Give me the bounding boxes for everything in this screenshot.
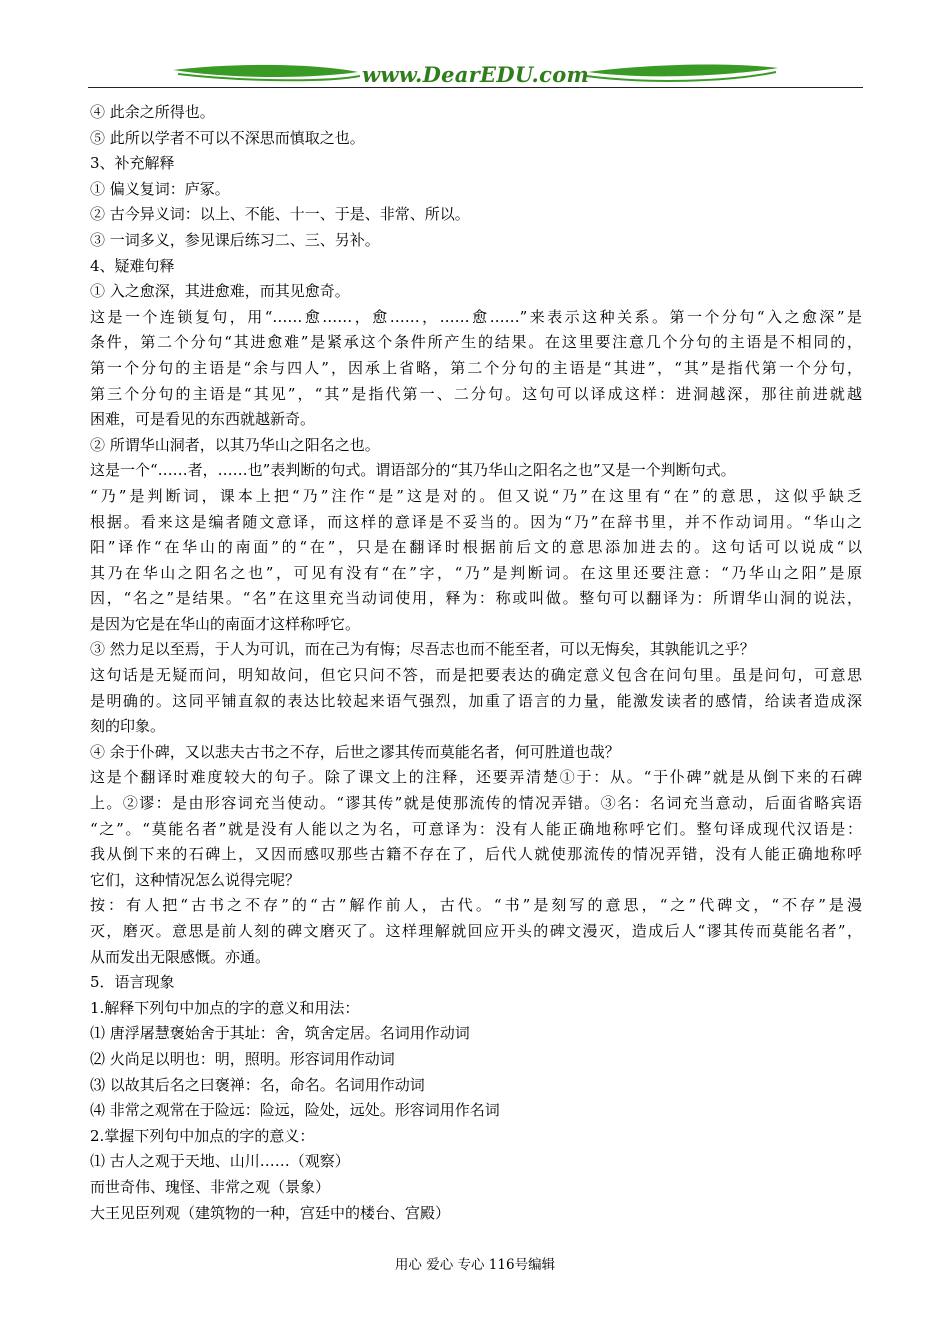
text-line: ⑴ 古人之观于天地、山川……（观察） [90, 1152, 350, 1171]
text-line: ⑤ 此所以学者不可以不深思而慎取之也。 [90, 128, 365, 147]
text-line: 刻的印象。 [90, 717, 166, 736]
text-line: 阳”译作“在华山的南面”的“在”，只是在翻译时根据前后文的意思添加进去的。这句话可以说成“以 [90, 538, 862, 557]
text-line: “乃”是判断词，课本上把“乃”注作“是”这是对的。但又说“乃”在这里有“在”的意思，这似乎缺乏 [90, 486, 862, 505]
text-line: 它们，这种情况怎么说得完呢？ [90, 870, 301, 889]
text-line: ② 所谓华山洞者，以其乃华山之阳名之也。 [90, 435, 380, 454]
text-line: 是因为它是在华山的南面才这样称呼它。 [90, 614, 361, 633]
text-line: 第一个分句的主语是“余与四人”，因承上省略，第二个分句的主语是“其进”，“其”是指代第一个分句， [90, 358, 862, 377]
text-line: ① 入之愈深，其进愈难，而其见愈奇。 [90, 282, 350, 301]
text-line: ⑵ 火尚足以明也：明，照明。形容词用作动词 [90, 1049, 395, 1068]
text-line: 其乃在华山之阳名之也”，可见有没有“在”字，“乃”是判断词。在这里还要注意：“乃华山之阳”是原 [90, 563, 862, 582]
text-line: ⑶ 以故其后名之曰褒禅：名，命名。名词用作动词 [90, 1075, 425, 1094]
text-line: ⑴ 唐浮屠慧褒始舍于其址：舍，筑舍定居。名词用作动词 [90, 1024, 470, 1043]
text-line: 而世奇伟、瑰怪、非常之观（景象） [90, 1177, 331, 1196]
text-line: 这是一个“……者，……也”表判断的句式。谓语部分的“其乃华山之阳名之也”又是一个判断句式。 [90, 461, 736, 480]
header-rule [88, 87, 863, 88]
text-line: 按：有人把“古书之不存”的“古”解作前人，古代。“书”是刻写的意思，“之”代碑文，“不存”是漫 [90, 896, 862, 915]
text-line: 2.掌握下列句中加点的字的意义： [90, 1126, 315, 1145]
document-body [90, 100, 862, 1226]
text-line: ③ 然力足以至焉，于人为可讥，而在己为有悔；尽吾志也而不能至者，可以无悔矣，其孰能讥之乎？ [90, 640, 755, 659]
text-line: 第三个分句的主语是“其见”，“其”是指代第一、二分句。这句可以译成这样：进洞越深，那往前进就越 [90, 384, 862, 403]
text-line: 因，“名之”是结果。“名”在这里充当动词使用，释为：称或叫做。整句可以翻译为：所谓华山洞的说法， [90, 589, 862, 608]
text-line: 1.解释下列句中加点的字的意义和用法： [90, 998, 360, 1017]
text-line: 是明确的。这同平铺直叙的表达比较起来语气强烈，加重了语言的力量，能激发读者的感情，给读者造成深 [90, 691, 862, 710]
text-line: ④ 余于仆碑，又以悲夫古书之不存，后世之谬其传而莫能名者，何可胜道也哉？ [90, 742, 620, 761]
text-line: 从而发出无限感慨。亦通。 [90, 947, 271, 966]
text-line: 这是一个连锁复句，用“……愈……，愈……，……愈……”来表示这种关系。第一个分句“入之愈深”是 [90, 307, 862, 326]
text-line: 大王见臣列观（建筑物的一种，宫廷中的楼台、宫殿） [90, 1203, 451, 1222]
text-line: ④ 此余之所得也。 [90, 103, 215, 121]
text-line: 5．语言现象 [90, 973, 175, 992]
text-line: 我从倒下来的石碑上，又因而感叹那些古籍不存在了，后代人就使那流传的情况弄错，没有人能正确地称呼 [90, 845, 862, 864]
text-line: 3、补充解释 [90, 154, 175, 173]
text-line: 根据。看来这是编者随文意译，而这样的意译是不妥当的。因为“乃”在辞书里，并不作动词用。“华山之 [90, 512, 862, 531]
site-header [88, 58, 863, 90]
text-line: 这句话是无疑而问，明知故问，但它只问不答，而是把要表达的确定意义包含在问句里。虽是问句，可意思 [90, 666, 862, 685]
text-line: ⑷ 非常之观常在于险远：险远，险处，远处。形容词用作名词 [90, 1101, 500, 1120]
text-line: 灭，磨灭。意思是前人刻的碑文磨灭了。这样理解就回应开头的碑文漫灭，造成后人“谬其传而莫能名者”， [90, 922, 862, 940]
text-line: 这是个翻译时难度较大的句子。除了课文上的注释，还要弄清楚①于：从。“于仆碑”就是从倒下来的石碑 [90, 768, 862, 787]
text-line: 困难，可是看见的东西就越新奇。 [90, 410, 316, 429]
text-line: 条件，第二个分句“其进愈难”是紧承这个条件所产生的结果。在这里要注意几个分句的主语是不相同的， [90, 333, 862, 352]
page-footer: 用心 爱心 专心 116号编辑 [394, 1257, 556, 1273]
text-line: ③ 一词多义，参见课后练习二、三、另补。 [90, 230, 380, 249]
text-line: 4、疑难句释 [90, 256, 175, 275]
text-line: “之”。“莫能名者”就是没有人能以之为名，可意译为：没有人能正确地称呼它们。整句译成现代汉语是： [90, 819, 862, 838]
text-line: ① 偏义复词：庐冢。 [90, 179, 230, 198]
text-line: 上。②谬：是由形容词充当使动。“谬其传”就是使那流传的情况弄错。③名：名词充当意动，后面省略宾语 [90, 794, 862, 813]
text-line: ② 古今异义词：以上、不能、十一、于是、非常、所以。 [90, 205, 470, 224]
site-logo-text[interactable]: www.DearEDU.com [361, 62, 590, 87]
